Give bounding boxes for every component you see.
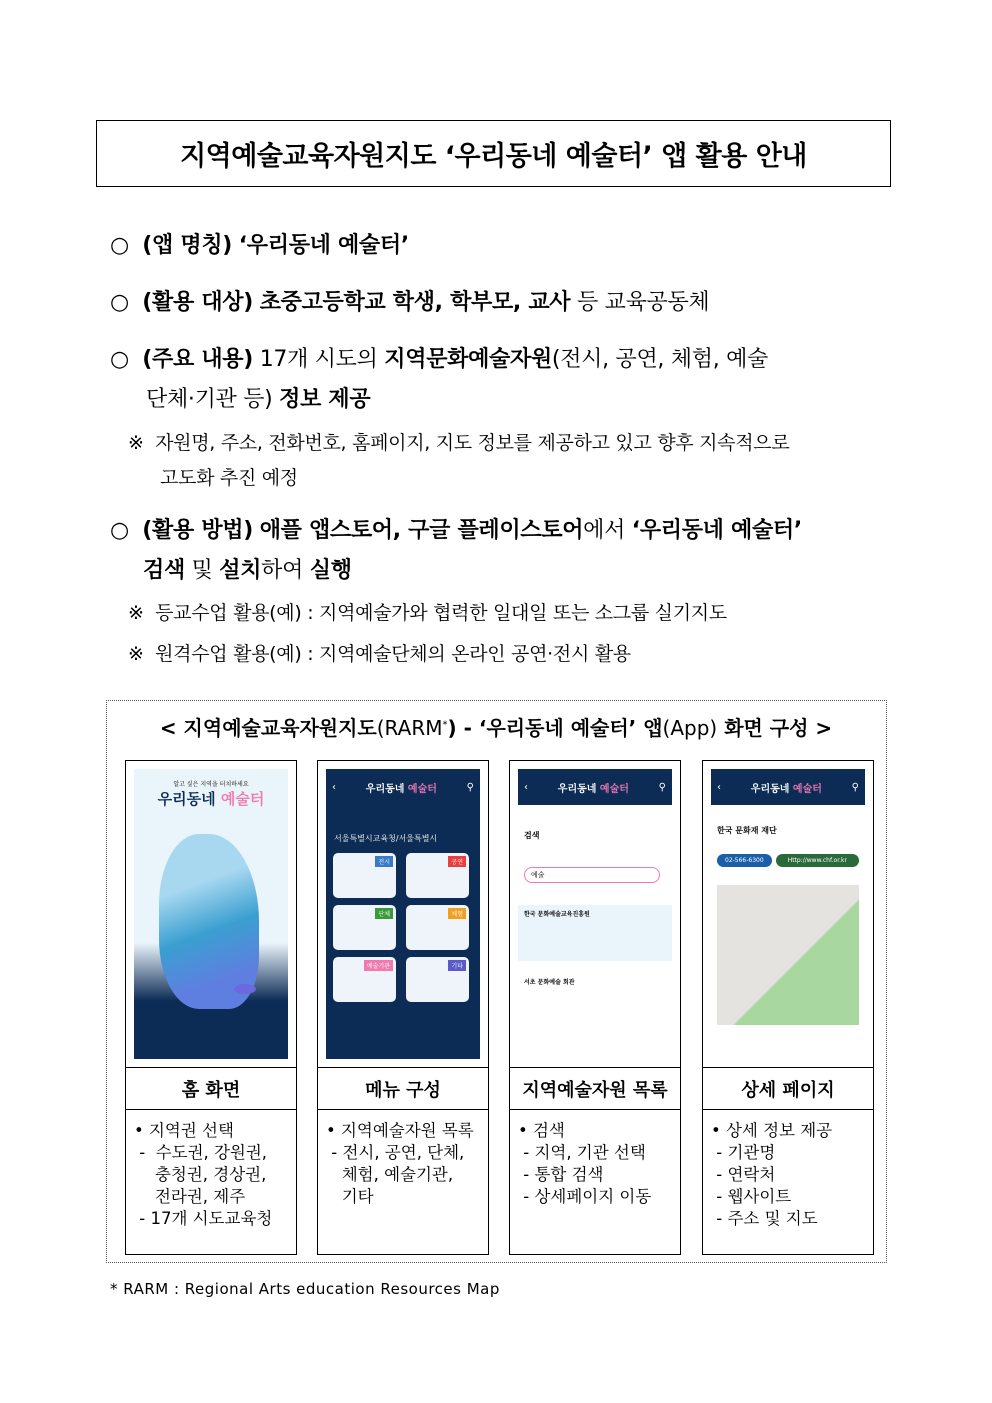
screen-menu [317,760,489,1255]
item-content: ○ (주요 내용) 17개 시도의 지역문화예술자원(전시, 공연, 체험, 예술 [110,347,768,372]
screen-home-desc: • 지역권 선택 - 수도권, 강원권, 충청권, 경상권, 전라권, 제주 - 17개 시도교육청 [134,1121,273,1228]
screen-menu-label: 메뉴 구성 [318,1068,488,1110]
back-icon: ‹ [332,781,336,793]
screen-detail [702,760,874,1255]
home-screenshot [126,761,296,1068]
item-app-name: ○ (앱 명칭) ‘우리동네 예술터’ [110,233,409,258]
screen-menu-desc: • 지역예술자원 목록 - 전시, 공연, 단체, 체험, 예술기관, 기타 [326,1121,474,1206]
screen-list-desc: • 검색 - 지역, 기관 선택 - 통합 검색 - 상세페이지 이동 [518,1121,652,1206]
note-remote: ※ 원격수업 활용(예) : 지역예술단체의 온라인 공연·전시 활용 [128,643,631,665]
item-content-cont: 단체·기관 등) 정보 제공 [146,387,371,412]
document-title: 지역예술교육자원지도 ‘우리동네 예술터’ 앱 활용 안내 [96,120,891,187]
note-content: ※ 자원명, 주소, 전화번호, 홈페이지, 지도 정보를 제공하고 있고 향후 지속적으로 [128,432,790,454]
home-app-title: 우리동네 예술터 [157,790,265,808]
map-image [717,885,859,1025]
screen-detail-label: 상세 페이지 [703,1068,873,1110]
screen-home-label: 홈 화면 [126,1068,296,1110]
list-screenshot: ‹ 우리동네 예술터 ⚲ 검색 예술 한국 문화예술교육진흥원 서초 문화예술 회관 [510,761,680,1068]
menu-region: 서울특별시교육청/서울특별시 [334,834,438,843]
app-screens-caption: < 지역예술교육자원지도(RARM*) - ‘우리동네 예술터’ 앱(App) 화면 구성 > [159,716,833,740]
home-subtitle: 알고 싶은 지역을 터치하세요 [173,781,249,788]
korea-map [159,834,259,1009]
detail-screenshot: ‹ 우리동네 예술터 ⚲ 한국 문화재 재단 02-566-6300 Http://www.chf.or.kr [703,761,873,1068]
screen-detail-desc: • 상세 정보 제공 - 기관명 - 연락처 - 웹사이트 - 주소 및 지도 [711,1121,833,1228]
item-method: ○ (활용 방법) 애플 앱스토어, 구글 플레이스토어에서 ‘우리동네 예술터’ [110,518,802,543]
note-in-person: ※ 등교수업 활용(예) : 지역예술가와 협력한 일대일 또는 소그룹 실기지도 [128,602,727,624]
item-target: ○ (활용 대상) 초중고등학교 학생, 학부모, 교사 등 교육공동체 [110,290,710,315]
app-header-title: 우리동네 예술터 [365,783,437,795]
menu-screenshot: ‹ 우리동네 예술터 ⚲ 서울특별시교육청/서울특별시 전시 공연 단체 체험 예술기관 기타 [318,761,488,1068]
search-icon: ⚲ [466,781,474,793]
note-content-cont: 고도화 추진 예정 [160,467,298,489]
jeju-region [234,984,256,994]
screen-list-label: 지역예술자원 목록 [510,1068,680,1110]
footnote: * RARM : Regional Arts education Resources Map [110,1280,500,1298]
item-method-cont: 검색 및 설치하여 실행 [143,558,352,583]
screen-home [125,760,297,1255]
screen-list [509,760,681,1255]
